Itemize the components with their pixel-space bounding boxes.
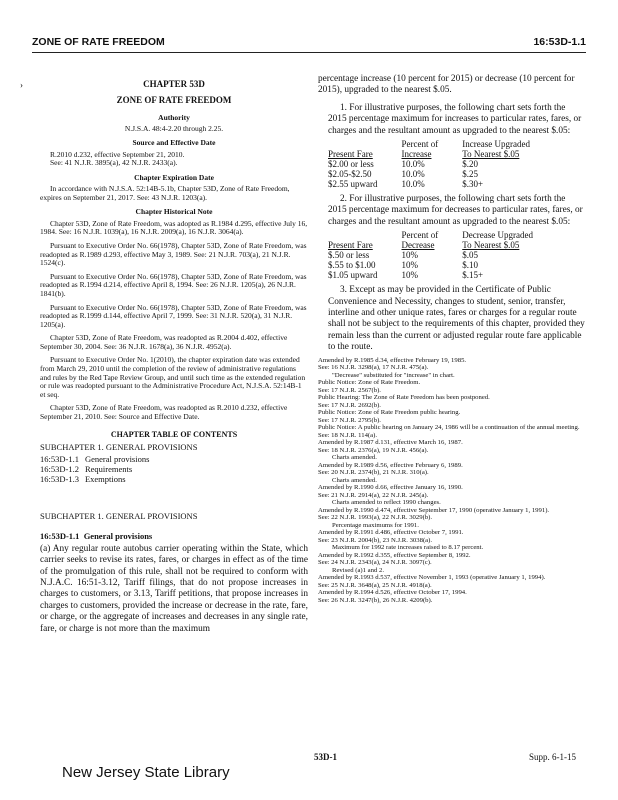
history-line: See: 24 N.J.R. 2343(a), 24 N.J.R. 3097(c). [318,559,432,567]
toc-list [40,454,155,484]
section-text: (a) Any regular route autobus carrier operating within the State, which carrier seeks to revise its rates, fares, or charges in effect as of the time of the promulgation of this rule, shall not be required to conform with N.J.A.C. 16:51-3.12, Tariff filings, that do not propose increases in charges to customers, or 3.13, Tariff petitions, that propose increases in charges to customers, provided the increase or decrease in the rate, fare, or charge, or the aggregate of increases and decreases in any single rate, fare, or charge is not more than the maximum [40,543,308,634]
chart-cell: Present Fare [328,240,373,251]
section-title: General provisions [83,530,153,541]
left-column [40,78,308,635]
history-line: Amended by R.1993 d.537, effective November 1, 1993 (operative January 1, 1994). [318,574,546,582]
history-line: Amended by R.1992 d.355, effective September 8, 1992. [318,551,471,559]
right-column [318,74,586,604]
history-line: See: 25 N.J.R. 3648(a), 25 N.J.R. 4918(a). [318,581,432,589]
history-line: See: 23 N.J.R. 2004(b), 23 N.J.R. 3038(a). [318,536,433,544]
historical-note-paragraph: Chapter 53D, Zone of Rate Freedom, was readopted as R.2004 d.402, effective September 30, 2004. See: 36 N.J.R. 1678(a), 36 N.J.R. 4952(a). [40,333,288,351]
history-line: See: 22 N.J.R. 1993(a), 22 N.J.R. 3029(b). [318,514,433,522]
increase-chart [328,139,554,189]
history-line: See: 20 N.J.R. 2374(b), 21 N.J.R. 310(a). [318,469,429,477]
chart-cell [328,139,402,149]
chart-row [328,250,557,260]
history-line: See: 21 N.J.R. 2914(a), 22 N.J.R. 245(a). [318,491,429,499]
amendment-history [318,357,586,605]
chart-cell: $2.55 upward [328,179,378,190]
chart-cell: 10% [401,250,418,261]
chart-cell: Percent of [401,139,439,150]
authority-text: N.J.S.A. 48:4-2.20 through 2.25. [124,123,224,133]
chart-cell: $1.05 upward [328,270,378,281]
history-line: Charts amended to reflect 1990 changes. [332,499,441,507]
paragraph-2: 2. For illustrative purposes, the following chart sets forth the 2015 percentage maximum for decreases to particular rates, fares, or charges and the resultant amount as upgraded to the nearest $.05: [328,194,583,227]
margin-mark: › [20,80,23,90]
subchapter-heading: SUBCHAPTER 1. GENERAL PROVISIONS [40,511,198,522]
toc-entry[interactable] [40,464,155,474]
history-line: See: 18 N.J.R. 114(a). [318,431,378,439]
chart-cell: 10% [401,270,418,281]
chart-row [328,169,554,179]
header-section: 16:53D-1.1 [533,36,586,48]
history-line: Revised (a)1 and 2. [332,566,384,574]
library-watermark: New Jersey State Library [62,764,230,781]
chart-cell: Increase Upgraded [462,139,530,150]
chart-header-row [328,230,557,240]
chart-cell: Increase [401,149,432,160]
toc-entry[interactable] [40,454,155,464]
history-line: Public Notice: A public hearing on January 24, 1986 will be a continuation of the annual meeting. [318,424,580,432]
historical-note-paragraph: Chapter 53D, Zone of Rate Freedom, was adopted as R.1984 d.295, effective July 16, 1984. See: 16 N.J.R. 1039(a), 16 N.J.R. 2009(a), 16 N.J.R. 3064(a). [40,218,308,237]
chart-header-row [328,149,554,159]
historical-note-paragraph: Pursuant to Executive Order No. 66(1978), Chapter 53D, Zone of Rate Freedom, was readopted as R.1989 d.293, effective May 3, 1989. See: 21 N.J.R. 703(a), 21 N.J.R. 1524(c). [40,240,307,268]
chart-cell: Decrease Upgraded [462,230,533,241]
history-line: Charts amended. [332,454,377,462]
historical-note-heading: Chapter Historical Note [135,207,213,217]
history-line: See: 16 N.J.R. 3298(a), 17 N.J.R. 475(a). [318,364,429,372]
chart-cell: $.25 [462,169,478,180]
page-number: 53D-1 [314,752,337,762]
chart-cell: $.15+ [462,270,484,281]
historical-note-paragraph: Pursuant to Executive Order No. 66(1978), Chapter 53D, Zone of Rate Freedom, was readopted as R.1999 d.144, effective April 7, 1999. See: 31 N.J.R. 520(a), 31 N.J.R. 1205(a). [40,302,307,329]
history-line: Amended by R.1990 d.66, effective January 16, 1990. [318,484,463,492]
toc-heading: CHAPTER TABLE OF CONTENTS [110,429,238,439]
chart-header-row [328,139,554,149]
chart-cell: $.20 [462,159,478,170]
decrease-chart [328,230,557,280]
chart-cell: $.50 or less [328,250,370,261]
chart-cell: 10.0% [401,159,425,170]
history-line: "Decrease" substituted for "increase" in chart. [332,371,455,379]
header-rule [32,52,586,53]
chart-cell: 10.0% [401,179,425,190]
history-line: Public Notice: Zone of Rate Freedom public hearing. [318,409,461,417]
chart-cell: Percent of [401,230,439,241]
chapter-heading: CHAPTER 53D [143,79,205,89]
section-heading [40,532,308,541]
toc-number: 16:53D-1.2 [40,464,79,475]
toc-title: Requirements [84,464,133,475]
chart-cell: Decrease [401,240,435,251]
chart-row [328,270,557,280]
expiration-heading: Chapter Expiration Date [134,172,214,182]
paragraph-3: 3. Except as may be provided in the Certificate of Public Convenience and Necessity, changes to student, senior, transfer, interline and other unique rates, fares or charges for a regular route shall not be subject to the requirements of this chapter, provided they remain less than the current or adjusted regular route fare applicable to the route. [328,285,585,353]
history-line: Amended by R.1990 d.474, effective September 17, 1990 (operative January 1, 1991). [318,506,550,514]
source-see: See: 41 N.J.R. 3895(a), 42 N.J.R. 2433(a). [50,158,178,168]
chapter-title: ZONE OF RATE FREEDOM [116,95,232,106]
chart-cell: To Nearest $.05 [462,149,520,160]
source-heading: Source and Effective Date [132,138,216,148]
chart-row [328,159,554,169]
chart-row [328,179,554,189]
history-line: Amended by R.1985 d.34, effective February 19, 1985. [318,356,467,364]
historical-note-paragraph: Pursuant to Executive Order No. 1(2010), the chapter expiration date was extended from March 29, 2010 until the completion of the review of administrative regulations and rules by the Red Tape Review Group, and until such time as the extended regulation or rule was readopted pursuant to the Administrative Procedure Act, N.J.S.A. 52:14B-1 et seq. [40,355,306,399]
continuation-text: percentage increase (10 percent for 2015) or decrease (10 percent for 2015), upgraded to the nearest $.05. [318,74,575,96]
history-line: See: 17 N.J.R. 2795(b). [318,416,381,424]
history-line: Public Notice: Zone of Rate Freedom. [318,379,421,387]
chart-cell: $2.00 or less [328,159,374,170]
toc-title: Exemptions [84,474,126,485]
supplement-date: Supp. 6-1-15 [529,752,576,762]
chart-cell: $.55 to $1.00 [328,260,376,271]
history-line: See: 17 N.J.R. 2692(b). [318,401,381,409]
historical-note-paragraph: Chapter 53D, Zone of Rate Freedom, was readopted as R.2010 d.232, effective September 21, 2010. See: Source and Effective Date. [40,403,288,422]
toc-title: General provisions [84,454,150,465]
history-line: Amended by R.1987 d.131, effective March 16, 1987. [318,439,463,447]
history-line: See: 17 N.J.R. 2567(b). [318,386,381,394]
chart-cell: $.30+ [462,179,484,190]
toc-entry[interactable] [40,474,155,484]
chart-cell: $2.05-$2.50 [328,169,372,180]
section-number: 16:53D-1.1 [40,530,80,541]
historical-note [40,220,308,422]
historical-note-paragraph: Pursuant to Executive Order No. 66(1978), Chapter 53D, Zone of Rate Freedom, was readopted as R.1994 d.214, effective April 8, 1994. See: 26 N.J.R. 1205(a), 26 N.J.R. 1841(b). [40,271,307,298]
history-line: See: 26 N.J.R. 3247(b), 26 N.J.R. 4209(b). [318,596,433,604]
header-title: ZONE OF RATE FREEDOM [32,36,165,48]
toc-number: 16:53D-1.1 [40,454,79,465]
expiration-text: In accordance with N.J.S.A. 52:14B-5.1b, Chapter 53D, Zone of Rate Freedom, expires on September 21, 2017. See: 43 N.J.R. 1203(a). [40,184,290,202]
history-line: Public Hearing: The Zone of Rate Freedom has been postponed. [318,394,490,402]
paragraph-1: 1. For illustrative purposes, the following chart sets forth the 2015 percentage maximum for increases to particular rates, fares, or charges and the resultant amount as upgraded to the nearest $.05: [328,102,582,136]
chart-cell: Present Fare [328,149,373,160]
history-line: Charts amended. [332,476,377,484]
chart-row [328,260,557,270]
history-line: Amended by R.1989 d.56, effective February 6, 1989. [318,461,463,469]
history-line: Amended by R.1994 d.526, effective October 17, 1994. [318,589,467,597]
history-line: Maximum for 1992 rate increases raised to 8.17 percent. [332,544,484,552]
history-line: Amended by R.1991 d.486, effective October 7, 1991. [318,529,464,537]
source-text: R.2010 d.232, effective September 21, 2010. [50,149,185,159]
chart-cell: 10.0% [401,169,425,180]
history-line: Percentage maximums for 1991. [332,521,419,529]
chart-cell [328,230,402,240]
toc-number: 16:53D-1.3 [40,474,79,485]
chart-cell: $.05 [462,250,478,261]
chart-cell: $.10 [462,260,478,271]
chart-header-row [328,240,557,250]
authority-heading: Authority [158,112,190,122]
running-header [32,36,586,50]
toc-subchapter: SUBCHAPTER 1. GENERAL PROVISIONS [40,441,198,452]
chart-cell: To Nearest $.05 [462,240,520,251]
history-line: See: 18 N.J.R. 2376(a), 19 N.J.R. 456(a). [318,446,429,454]
chart-cell: 10% [401,260,418,271]
